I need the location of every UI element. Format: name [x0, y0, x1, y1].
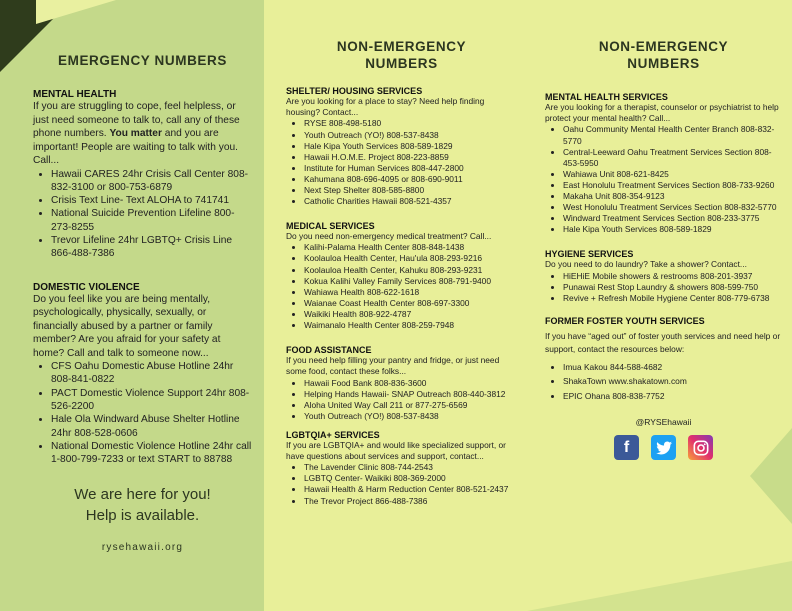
list-mental-health [33, 168, 252, 261]
list-item: • RYSE 808-498-5180 [304, 118, 517, 129]
list-item: • Punawai Rest Stop Laundry & showers 808-599-750 [563, 282, 782, 293]
list-item: • LGBTQ Center- Waikiki 808-369-2000 [304, 473, 517, 484]
section-intro: Are you looking for a therapist, counselor or psychiatrist to help protect your mental health? Call... [545, 102, 779, 124]
facebook-icon[interactable]: f [614, 435, 639, 460]
panel-non-emergency-2 [527, 0, 792, 611]
list-item: • National Domestic Violence Hotline 24hr call 1-800-799-7233 or text START to 88788 [51, 440, 252, 467]
section-heading-medical: MEDICAL SERVICES [286, 221, 375, 232]
list-item: • West Honolulu Treatment Services Section 808-832-5770 [563, 202, 782, 213]
section-intro: If you need help filling your pantry and fridge, or just need some food, contact these folks... [286, 355, 500, 377]
instagram-icon[interactable] [688, 435, 713, 460]
list-food [286, 378, 517, 422]
list-shelter [286, 118, 517, 207]
list-item: • Waimanalo Health Center 808-259-7948 [304, 320, 517, 331]
section-heading-mental-health-services: MENTAL HEALTH SERVICES [545, 92, 668, 102]
decorative-band [527, 561, 792, 611]
section-intro: Do you feel like you are being mentally, psychologically, physically, sexually, or financially abused by a partner or family member? Are you afraid for your safety at home? Call and talk to someone now... [33, 293, 221, 359]
decorative-triangle [750, 428, 792, 524]
list-item: • Imua Kakou 844-588-4682 [563, 360, 782, 375]
list-item: • Hawaii CARES 24hr Crisis Call Center 808-832-3100 or 800-753-6879 [51, 168, 252, 195]
section-heading-food: FOOD ASSISTANCE [286, 345, 372, 356]
list-item: • ShakaTown www.shakatown.com [563, 374, 782, 389]
section-heading-foster: FORMER FOSTER YOUTH SERVICES [545, 315, 705, 326]
social-handle: @RYSEhawaii [635, 417, 692, 428]
list-medical [286, 242, 517, 331]
list-item: • Revive + Refresh Mobile Hygiene Center 808-779-6738 [563, 293, 782, 304]
list-item: • Hawaii Food Bank 808-836-3600 [304, 378, 517, 389]
panel-title: NON-EMERGENCY NUMBERS [598, 39, 729, 71]
list-item: • Kalihi-Palama Health Center 808-848-1438 [304, 242, 517, 253]
list-item: • Kokua Kalihi Valley Family Services 808-791-9400 [304, 276, 517, 287]
help-line-2: Help is available. [85, 507, 200, 525]
list-item: • Institute for Human Services 808-447-2800 [304, 163, 517, 174]
panel-emergency [0, 0, 264, 611]
list-item: • Hale Kipa Youth Services 808-589-1829 [304, 141, 517, 152]
section-heading-mental-health: MENTAL HEALTH [33, 89, 117, 100]
section-intro: If you have “aged out” of foster youth services and need help or support, contact the resources below: [545, 330, 781, 355]
section-heading-shelter: SHELTER/ HOUSING SERVICES [286, 86, 423, 96]
list-item: • Trevor Lifeline 24hr LGBTQ+ Crisis Line 866-488-7386 [51, 234, 252, 261]
list-item: • Next Step Shelter 808-585-8800 [304, 185, 517, 196]
section-intro: Do you need to do laundry? Take a shower? Contact... [545, 259, 747, 270]
list-item: • Hawaii Health & Harm Reduction Center 808-521-2437 [304, 484, 517, 495]
list-item: • Oahu Community Mental Health Center Branch 808-832-5770 [563, 124, 782, 146]
section-heading-domestic-violence: DOMESTIC VIOLENCE [33, 281, 140, 293]
list-item: • Youth Outreach (YO!) 808-537-8438 [304, 411, 517, 422]
list-item: • Hawaii H.O.M.E. Project 808-223-8859 [304, 152, 517, 163]
list-item: • Helping Hands Hawaii- SNAP Outreach 808-440-3812 [304, 389, 517, 400]
list-hygiene [545, 271, 782, 304]
list-item: • Koolauloa Health Center, Kahuku 808-293-9231 [304, 265, 517, 276]
list-lgbtqia [286, 462, 517, 506]
list-item: • Hale Ola Windward Abuse Shelter Hotline 24hr 808-528-0606 [51, 413, 252, 440]
panel-title: NON-EMERGENCY NUMBERS [336, 39, 467, 71]
list-item: • CFS Oahu Domestic Abuse Hotline 24hr 808-841-0822 [51, 360, 252, 387]
list-item: • Waianae Coast Health Center 808-697-3300 [304, 298, 517, 309]
list-domestic-violence [33, 360, 252, 466]
list-item: • HiEHiE Mobile showers & restrooms 808-201-3937 [563, 271, 782, 282]
list-item: • Aloha United Way Call 211 or 877-275-6569 [304, 400, 517, 411]
list-item: • PACT Domestic Violence Support 24hr 808-526-2200 [51, 387, 252, 414]
panel-non-emergency-1 [264, 0, 527, 611]
list-item: • Koolauloa Health Center, Hau'ula 808-293-9216 [304, 253, 517, 264]
list-mental-health-services [545, 124, 782, 235]
list-foster [545, 360, 782, 404]
corner-triangle-light [36, 0, 116, 24]
list-item: • The Lavender Clinic 808-744-2543 [304, 462, 517, 473]
list-item: • Hale Kipa Youth Services 808-589-1829 [563, 224, 782, 235]
help-line-1: We are here for you! [74, 486, 211, 504]
list-item: • Wahiawa Health 808-622-1618 [304, 287, 517, 298]
help-message [33, 484, 252, 526]
section-intro: If you are struggling to cope, feel helpless, or just need someone to talk to, call any of these phone numbers. You matter and you are important! People are waiting to talk with you. Call... [33, 101, 240, 166]
twitter-icon[interactable] [651, 435, 676, 460]
list-item: • Crisis Text Line- Text ALOHA to 741741 [51, 194, 252, 207]
list-item: • Windward Treatment Services Section 808-233-3775 [563, 213, 782, 224]
website-link[interactable]: rysehawaii.org [101, 542, 184, 554]
list-item: • Kahumana 808-696-4095 or 808-690-9011 [304, 174, 517, 185]
section-heading-lgbtqia: LGBTQIA+ SERVICES [286, 429, 380, 440]
social-icons [545, 435, 782, 460]
list-item: • The Trevor Project 866-488-7386 [304, 496, 517, 507]
list-item: • Wahiawa Unit 808-621-8425 [563, 169, 782, 180]
section-intro: If you are LGBTQIA+ and would like specialized support, or have questions about services and support, contact... [286, 439, 506, 462]
panel-title: EMERGENCY NUMBERS [58, 53, 227, 68]
list-item: • East Honolulu Treatment Services Section 808-733-9260 [563, 180, 782, 191]
section-intro: Do you need non-emergency medical treatment? Call... [286, 231, 492, 242]
list-item: • Catholic Charities Hawaii 808-521-4357 [304, 196, 517, 207]
list-item: • Youth Outreach (YO!) 808-537-8438 [304, 130, 517, 141]
list-item: • EPIC Ohana 808-838-7752 [563, 389, 782, 404]
list-item: • Central-Leeward Oahu Treatment Services Section 808-453-5950 [563, 147, 782, 169]
section-heading-hygiene: HYGIENE SERVICES [545, 249, 634, 260]
list-item: • Makaha Unit 808-354-9123 [563, 191, 782, 202]
list-item: • National Suicide Prevention Lifeline 800-273-8255 [51, 207, 252, 234]
list-item: • Waikiki Health 808-922-4787 [304, 309, 517, 320]
section-intro: Are you looking for a place to stay? Need help finding housing? Contact... [286, 96, 485, 118]
